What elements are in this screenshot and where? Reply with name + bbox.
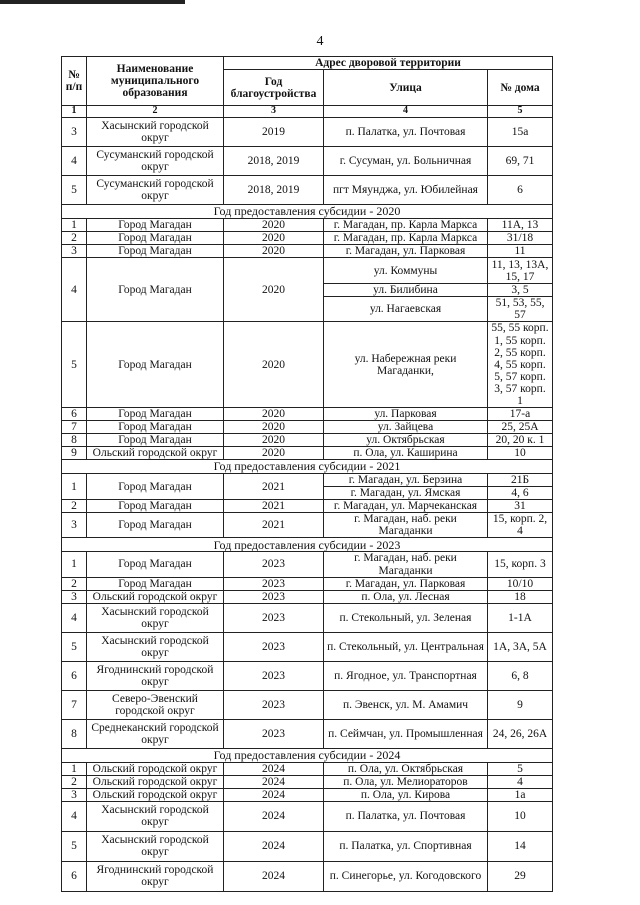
table-row [62,232,553,245]
table-row [62,147,553,176]
street-cell: г. Магадан, ул. Берзина [324,474,488,487]
year-cell: 2023 [224,719,324,748]
street-cell: п. Ола, ул. Октябрьская [324,762,488,775]
year-cell: 2023 [224,690,324,719]
house-cell: 1-1А [488,603,553,632]
year-cell: 2020 [224,447,324,460]
house-cell: 11А, 13 [488,219,553,232]
year-cell: 2020 [224,322,324,407]
row-number: 1 [62,552,87,577]
street-cell: п. Синегорье, ул. Когодовского [324,861,488,891]
table-row [62,322,553,407]
house-cell: 14 [488,831,553,861]
table-row [62,831,553,861]
section-title-2021: Год предоставления субсидии - 2021 [62,460,553,474]
house-cell: 24, 26, 26А [488,719,553,748]
header-num-4: 4 [324,106,488,118]
year-cell: 2023 [224,603,324,632]
street-cell: г. Магадан, ул. Марчеканская [324,500,488,513]
year-cell: 2023 [224,590,324,603]
municipality-cell: Хасынский городской округ [87,603,224,632]
street-cell: п. Ола, ул. Каширина [324,447,488,460]
municipality-cell: Город Магадан [87,407,224,420]
street-cell: п. Палатка, ул. Почтовая [324,118,488,147]
header-num-5: 5 [488,106,553,118]
row-number: 4 [62,147,87,176]
house-cell: 3, 5 [488,284,553,297]
header-address: Адрес дворовой территории [224,57,553,70]
row-number: 3 [62,513,87,538]
street-cell: п. Палатка, ул. Почтовая [324,801,488,831]
header-municipality: Наименование муниципального образования [87,57,224,106]
row-number: 4 [62,801,87,831]
street-cell: п. Ола, ул. Кирова [324,788,488,801]
table-row [62,552,553,577]
table-row [62,661,553,690]
year-cell: 2020 [224,420,324,433]
header-num-2: 2 [87,106,224,118]
year-cell: 2024 [224,831,324,861]
table-row [62,690,553,719]
year-cell: 2023 [224,632,324,661]
table-row [62,420,553,433]
table-row [62,632,553,661]
table-row [62,245,553,258]
year-cell: 2024 [224,762,324,775]
table-row [62,407,553,420]
municipality-cell: Город Магадан [87,474,224,500]
municipality-cell: Ольский городской округ [87,775,224,788]
municipality-cell: Город Магадан [87,434,224,447]
municipality-cell: Северо-Эвенский городской округ [87,690,224,719]
house-cell: 10/10 [488,577,553,590]
year-cell: 2019 [224,118,324,147]
year-cell: 2021 [224,474,324,500]
page-number: 4 [316,34,324,49]
yard-territories-table [61,56,553,892]
header-no: № п/п [62,57,87,106]
year-cell: 2020 [224,258,324,322]
street-cell: п. Стекольный, ул. Центральная [324,632,488,661]
row-number: 3 [62,118,87,147]
street-cell: ул. Нагаевская [324,297,488,322]
header-year: Год благоустройства [224,70,324,106]
table-row [62,474,553,487]
row-number: 3 [62,245,87,258]
house-cell: 9 [488,690,553,719]
street-cell: п. Стекольный, ул. Зеленая [324,603,488,632]
table-row [62,176,553,205]
street-cell: г. Сусуман, ул. Больничная [324,147,488,176]
row-number: 4 [62,258,87,322]
table-row [62,801,553,831]
section-title-2024: Год предоставления субсидии - 2024 [62,748,553,762]
row-number: 1 [62,762,87,775]
year-cell: 2024 [224,775,324,788]
street-cell: ул. Зайцева [324,420,488,433]
municipality-cell: Город Магадан [87,322,224,407]
year-cell: 2023 [224,661,324,690]
table-row [62,577,553,590]
table-row [62,719,553,748]
house-cell: 31/18 [488,232,553,245]
street-cell: г. Магадан, пр. Карла Маркса [324,219,488,232]
street-cell: ул. Набережная реки Магаданки, [324,322,488,407]
table-row [62,219,553,232]
header-street: Улица [324,70,488,106]
table-row [62,434,553,447]
year-cell: 2024 [224,801,324,831]
row-number: 5 [62,322,87,407]
municipality-cell: Ольский городской округ [87,788,224,801]
house-cell: 4, 6 [488,487,553,500]
municipality-cell: Город Магадан [87,577,224,590]
row-number: 6 [62,861,87,891]
municipality-cell: Город Магадан [87,420,224,433]
house-cell: 10 [488,801,553,831]
header-house: № дома [488,70,553,106]
house-cell: 4 [488,775,553,788]
street-cell: г. Магадан, ул. Парковая [324,245,488,258]
municipality-cell: Город Магадан [87,219,224,232]
house-cell: 15, корп. 3 [488,552,553,577]
street-cell: ул. Октябрьская [324,434,488,447]
row-number: 2 [62,500,87,513]
row-number: 1 [62,474,87,500]
municipality-cell: Город Магадан [87,258,224,322]
row-number: 6 [62,407,87,420]
row-number: 7 [62,420,87,433]
year-cell: 2024 [224,788,324,801]
top-rule [0,0,185,4]
municipality-cell: Город Магадан [87,232,224,245]
row-number: 1 [62,219,87,232]
street-cell: г. Магадан, наб. реки Магаданки [324,513,488,538]
table-row [62,118,553,147]
year-cell: 2021 [224,513,324,538]
municipality-cell: Ольский городской округ [87,590,224,603]
year-cell: 2021 [224,500,324,513]
house-cell: 6 [488,176,553,205]
street-cell: п. Ягодное, ул. Транспортная [324,661,488,690]
municipality-cell: Хасынский городской округ [87,831,224,861]
municipality-cell: Хасынский городской округ [87,801,224,831]
house-cell: 6, 8 [488,661,553,690]
street-cell: г. Магадан, наб. реки Магаданки [324,552,488,577]
year-cell: 2020 [224,232,324,245]
house-cell: 55, 55 корп. 1, 55 корп. 2, 55 корп. 4, 55 корп. 5, 57 корп. 3, 57 корп. 1 [488,322,553,407]
municipality-cell: Ольский городской округ [87,447,224,460]
row-number: 4 [62,603,87,632]
table-row [62,775,553,788]
house-cell: 51, 53, 55, 57 [488,297,553,322]
house-cell: 20, 20 к. 1 [488,434,553,447]
street-cell: пгт Мяунджа, ул. Юбилейная [324,176,488,205]
house-cell: 15а [488,118,553,147]
table-row [62,762,553,775]
row-number: 8 [62,719,87,748]
table-row [62,513,553,538]
row-number: 5 [62,176,87,205]
municipality-cell: Город Магадан [87,552,224,577]
house-cell: 17-а [488,407,553,420]
municipality-cell: Ягоднинский городской округ [87,661,224,690]
municipality-cell: Среднеканский городской округ [87,719,224,748]
row-number: 2 [62,775,87,788]
year-cell: 2020 [224,219,324,232]
table-row [62,603,553,632]
house-cell: 1а [488,788,553,801]
municipality-cell: Ольский городской округ [87,762,224,775]
section-title-2020: Год предоставления субсидии - 2020 [62,205,553,219]
row-number: 2 [62,577,87,590]
year-cell: 2024 [224,861,324,891]
street-cell: ул. Парковая [324,407,488,420]
municipality-cell: Город Магадан [87,500,224,513]
street-cell: ул. Коммуны [324,258,488,284]
table-row [62,788,553,801]
table-row [62,447,553,460]
year-cell: 2020 [224,434,324,447]
house-cell: 5 [488,762,553,775]
house-cell: 1А, 3А, 5А [488,632,553,661]
house-cell: 18 [488,590,553,603]
header-num-3: 3 [224,106,324,118]
year-cell: 2023 [224,577,324,590]
street-cell: г. Магадан, ул. Парковая [324,577,488,590]
table-row [62,590,553,603]
row-number: 9 [62,447,87,460]
year-cell: 2020 [224,407,324,420]
house-cell: 69, 71 [488,147,553,176]
municipality-cell: Хасынский городской округ [87,632,224,661]
row-number: 8 [62,434,87,447]
header-num-1: 1 [62,106,87,118]
house-cell: 25, 25А [488,420,553,433]
row-number: 3 [62,590,87,603]
street-cell: г. Магадан, ул. Ямская [324,487,488,500]
year-cell: 2023 [224,552,324,577]
table-row [62,258,553,284]
table-row [62,861,553,891]
row-number: 7 [62,690,87,719]
street-cell: п. Палатка, ул. Спортивная [324,831,488,861]
year-cell: 2020 [224,245,324,258]
municipality-cell: Город Магадан [87,513,224,538]
municipality-cell: Город Магадан [87,245,224,258]
house-cell: 31 [488,500,553,513]
house-cell: 21Б [488,474,553,487]
street-cell: г. Магадан, пр. Карла Маркса [324,232,488,245]
street-cell: п. Ола, ул. Мелиораторов [324,775,488,788]
row-number: 3 [62,788,87,801]
municipality-cell: Ягоднинский городской округ [87,861,224,891]
house-cell: 15, корп. 2, 4 [488,513,553,538]
house-cell: 11, 13, 13А, 15, 17 [488,258,553,284]
table-row [62,500,553,513]
street-cell: ул. Билибина [324,284,488,297]
row-number: 6 [62,661,87,690]
section-title-2023: Год предоставления субсидии - 2023 [62,538,553,552]
municipality-cell: Сусуманский городской округ [87,147,224,176]
row-number: 5 [62,831,87,861]
house-cell: 29 [488,861,553,891]
street-cell: п. Ола, ул. Лесная [324,590,488,603]
row-number: 2 [62,232,87,245]
house-cell: 10 [488,447,553,460]
year-cell: 2018, 2019 [224,176,324,205]
year-cell: 2018, 2019 [224,147,324,176]
municipality-cell: Хасынский городской округ [87,118,224,147]
house-cell: 11 [488,245,553,258]
street-cell: п. Сеймчан, ул. Промышленная [324,719,488,748]
street-cell: п. Эвенск, ул. М. Амамич [324,690,488,719]
row-number: 5 [62,632,87,661]
municipality-cell: Сусуманский городской округ [87,176,224,205]
